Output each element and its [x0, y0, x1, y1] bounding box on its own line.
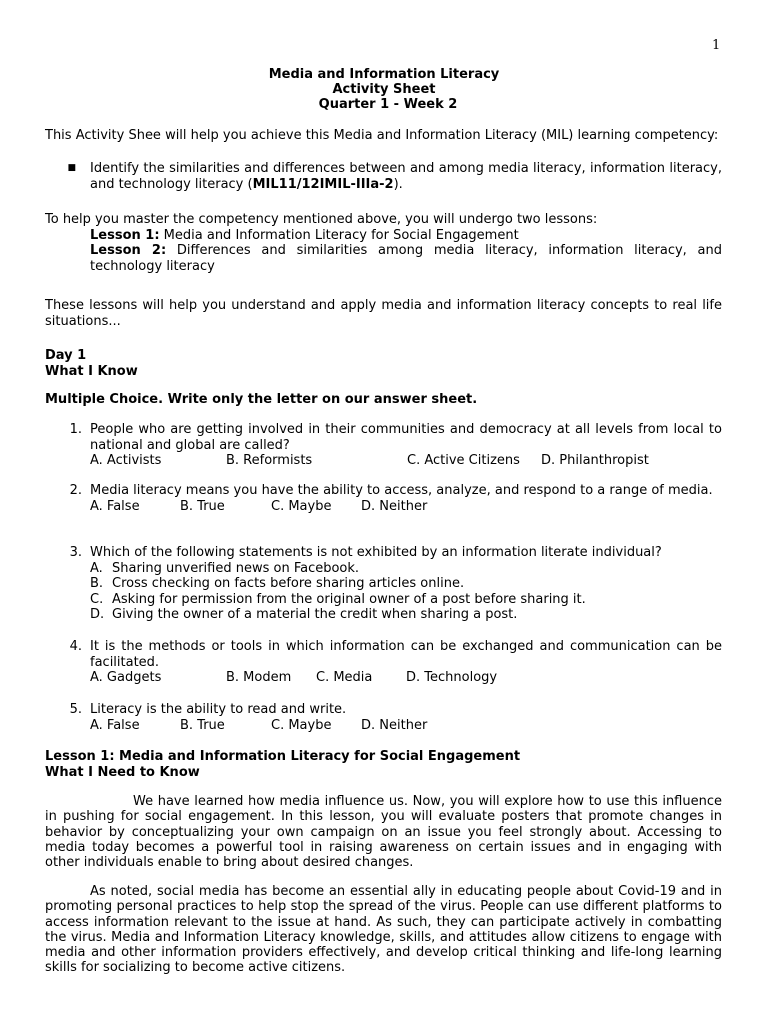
question-4	[45, 639, 722, 686]
option-d: D. Technology	[406, 670, 498, 685]
lesson1-paragraph-2: As noted, social media has become an essential ally in educating people about Covid-19 and in promoting personal practices to help stop the spread of the virus. People can use different platforms to access information relevant to the issue at hand. As such, they can participate actively in combatting the virus. Media and Information Literacy knowledge, skills, and attitudes allow citizens to engage with media and other information providers effectively, and develop critical thinking and life-long learning skills for socializing to become active citizens.	[45, 884, 722, 976]
lessons-intro	[45, 212, 722, 274]
question-number: 5.	[69, 702, 82, 717]
option-c: C. Maybe	[271, 498, 332, 514]
lesson2-label: Lesson 2:	[90, 243, 167, 258]
option-b: B. True	[180, 498, 225, 514]
answer-options	[45, 453, 722, 469]
question-number: 1.	[69, 422, 82, 437]
header-title: Media and Information Literacy	[268, 67, 500, 82]
lessons-help: These lessons will help you understand and apply media and information literacy concepts to real life situations...	[45, 298, 722, 329]
option-c: C. Active Citizens	[407, 453, 520, 468]
option-a: A. Activists	[90, 453, 162, 468]
question-3	[45, 545, 722, 623]
competency-code: MIL11/12IMIL-IIIa-2	[252, 176, 394, 192]
option-a: A. Sharing unverified news on Facebook.	[90, 560, 360, 576]
what-i-know-heading: What I Know	[45, 364, 138, 379]
answer-options	[45, 670, 722, 686]
question-text: People who are getting involved in their communities and democracy at all levels from local to national and global are called?	[90, 422, 722, 453]
question-text: Media literacy means you have the ability to access, analyze, and respond to a range of media.	[90, 483, 713, 498]
question-1	[45, 422, 722, 469]
intro-paragraph: This Activity Shee will help you achieve this Media and Information Literacy (MIL) learning competency:	[45, 128, 719, 143]
option-a: A. False	[90, 717, 140, 733]
competency-bullet	[45, 161, 722, 192]
option-d: D. Neither	[361, 717, 428, 733]
lesson1-subtitle: What I Need to Know	[45, 765, 200, 780]
option-a: A. False	[90, 498, 140, 514]
question-number: 3.	[69, 545, 82, 560]
day-heading: Day 1	[45, 348, 87, 363]
option-d: D. Philanthropist	[541, 453, 649, 468]
option-b: B. Modem	[226, 670, 292, 685]
bullet-text: Identify the similarities and differences between and among media literacy, information literacy, and technology literacy (	[90, 161, 722, 192]
question-number: 2.	[69, 483, 82, 498]
question-text: Which of the following statements is not exhibited by an information literate individual?	[90, 545, 662, 560]
answer-options	[45, 561, 722, 623]
option-b: B. True	[180, 717, 225, 733]
question-number: 4.	[69, 639, 82, 654]
lesson1-text: Media and Information Literacy for Social Engagement	[159, 227, 519, 243]
answer-options	[45, 499, 722, 515]
option-c: C. Media	[316, 670, 373, 685]
lesson2-line	[45, 243, 722, 274]
option-a: A. Gadgets	[90, 670, 162, 685]
header-subtitle: Activity Sheet	[332, 82, 436, 97]
document-header	[0, 67, 768, 112]
question-text: It is the methods or tools in which information can be exchanged and communication can be facilitated.	[90, 639, 722, 670]
lesson1-title: Lesson 1: Media and Information Literacy for Social Engagement	[45, 749, 521, 764]
option-d: D. Neither	[361, 498, 428, 514]
mc-instruction: Multiple Choice. Write only the letter on our answer sheet.	[45, 392, 478, 407]
lesson1-label: Lesson 1:	[90, 227, 160, 243]
lessons-intro-text: To help you master the competency mentioned above, you will undergo two lessons:	[45, 212, 598, 227]
bullet-end: ).	[393, 176, 403, 192]
page-number: 1	[712, 38, 721, 53]
answer-options	[45, 718, 722, 734]
option-c: C. Asking for permission from the original owner of a post before sharing it.	[90, 591, 586, 607]
option-d: D. Giving the owner of a material the credit when sharing a post.	[90, 607, 518, 622]
question-2	[45, 483, 722, 515]
question-text: Literacy is the ability to read and write.	[90, 702, 347, 717]
option-c: C. Maybe	[271, 717, 332, 733]
lesson1-line	[45, 228, 722, 244]
option-b: B. Cross checking on facts before sharing articles online.	[90, 576, 465, 591]
option-b: B. Reformists	[226, 453, 313, 468]
question-5	[45, 702, 722, 734]
header-quarter: Quarter 1 - Week 2	[318, 97, 458, 112]
bullet-icon: ■	[67, 163, 76, 173]
lesson1-paragraph-1: We have learned how media influence us. Now, you will explore how to use this influence in pushing for social engagement. In this lesson, you will evaluate posters that promote changes in behavior by conceptualizing your own campaign on an issue you feel strongly about. Accessing to media today becomes a powerful tool in raising awareness on certain issues and in engaging with other individuals enable to bring about desired changes.	[45, 794, 722, 871]
lesson2-text: Differences and similarities among media literacy, information literacy, and technology literacy	[90, 243, 722, 274]
